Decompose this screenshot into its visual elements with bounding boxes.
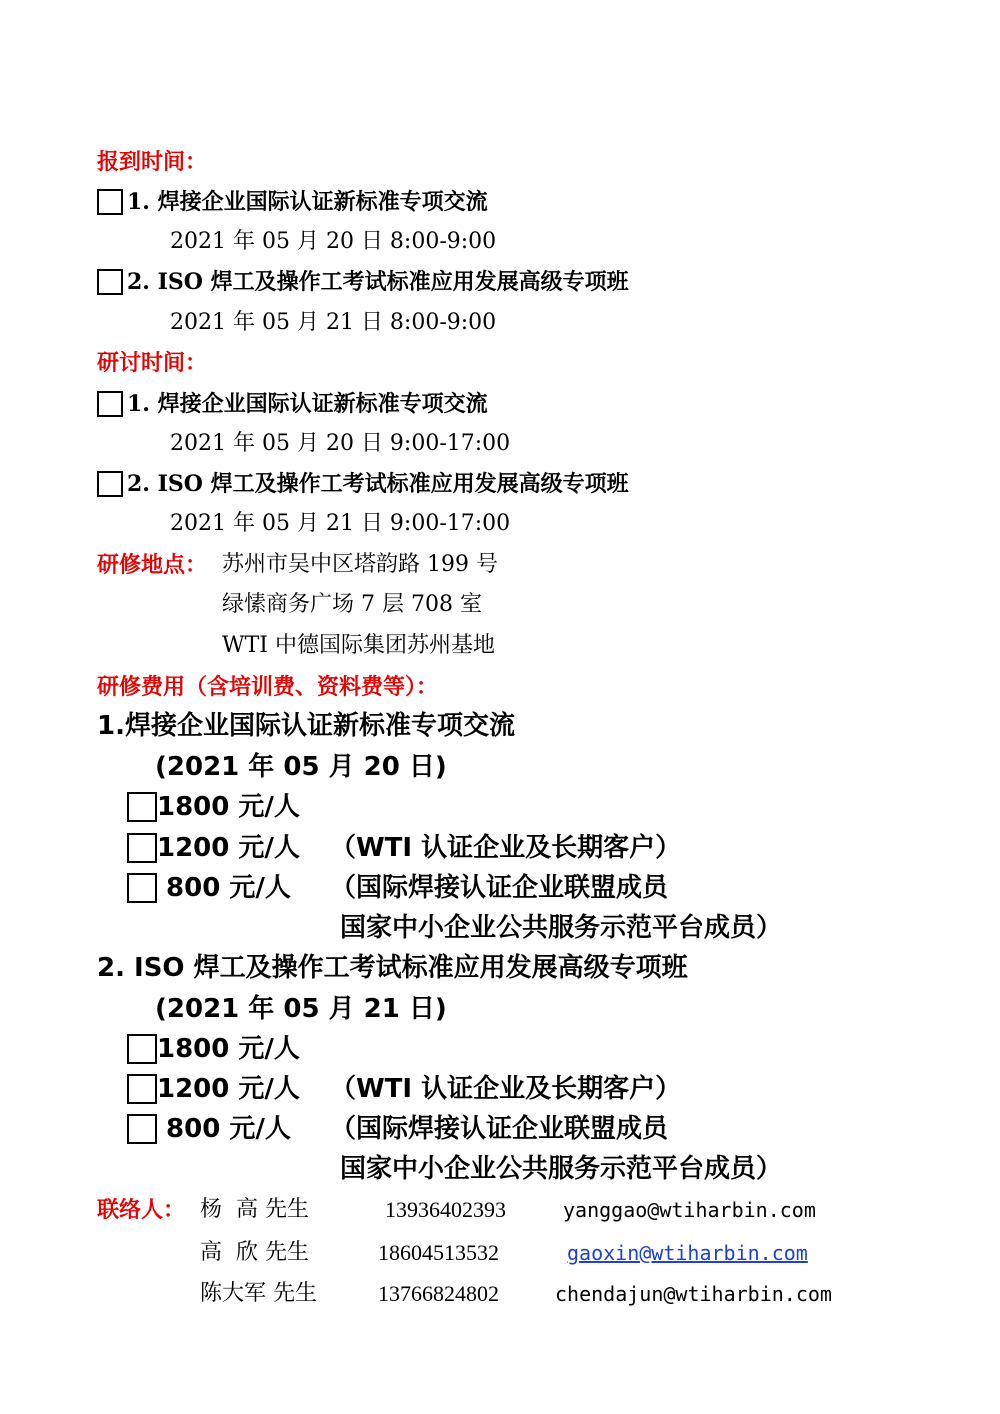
registration-item-label: 2. ISO 焊工及操作工考试标准应用发展高级专项班	[127, 269, 629, 295]
seminar-item-label: 1. 焊接企业国际认证新标准专项交流	[127, 391, 488, 417]
checkbox[interactable]	[97, 189, 123, 215]
contact-name: 高 欣 先生	[200, 1240, 309, 1265]
fee-price: 800 元/人	[157, 1114, 291, 1144]
location-line: 苏州市吴中区塔韵路 199 号	[222, 552, 498, 577]
fee-note: （国际焊接认证企业联盟成员	[330, 1114, 669, 1144]
seminar-item-2[interactable]	[97, 470, 629, 498]
fee-price: 1200 元/人	[157, 1074, 300, 1104]
seminar-item-time: 2021 年 05 月 21 日 9:00-17:00	[170, 511, 511, 536]
registration-item-label: 1. 焊接企业国际认证新标准专项交流	[127, 189, 488, 215]
course-date: (2021 年 05 月 21 日)	[155, 994, 447, 1024]
location-heading: 研修地点：	[97, 552, 208, 578]
fees-heading: 研修费用（含培训费、资料费等）：	[97, 674, 439, 700]
contact-phone: 18604513532	[378, 1240, 499, 1265]
fee-option[interactable]	[127, 1113, 291, 1145]
contact-phone: 13766824802	[378, 1281, 499, 1306]
fee-price: 1200 元/人	[157, 833, 300, 863]
contacts-heading: 联络人：	[97, 1197, 186, 1223]
checkbox[interactable]	[127, 873, 157, 903]
seminar-item-1[interactable]	[97, 390, 488, 418]
fee-option[interactable]	[127, 1073, 300, 1105]
contact-email: chendajun@wtiharbin.com	[555, 1282, 832, 1306]
fee-note: （WTI 认证企业及长期客户）	[330, 833, 682, 863]
fee-price: 1800 元/人	[157, 792, 300, 822]
registration-heading: 报到时间：	[97, 149, 208, 175]
fee-note: 国家中小企业公共服务示范平台成员）	[340, 913, 783, 943]
fee-option[interactable]	[127, 832, 300, 864]
course-title: 2. ISO 焊工及操作工考试标准应用发展高级专项班	[97, 953, 688, 983]
course-title: 1.焊接企业国际认证新标准专项交流	[97, 711, 515, 741]
checkbox[interactable]	[127, 1074, 157, 1104]
fee-note: 国家中小企业公共服务示范平台成员）	[340, 1154, 783, 1184]
checkbox[interactable]	[97, 269, 123, 295]
checkbox[interactable]	[97, 391, 123, 417]
checkbox[interactable]	[127, 1034, 157, 1064]
fee-note: （国际焊接认证企业联盟成员	[330, 873, 669, 903]
fee-price: 1800 元/人	[157, 1034, 300, 1064]
contact-email-link[interactable]: gaoxin@wtiharbin.com	[567, 1241, 808, 1265]
location-line: WTI 中德国际集团苏州基地	[222, 633, 495, 658]
checkbox[interactable]	[97, 471, 123, 497]
checkbox[interactable]	[127, 833, 157, 863]
fee-price: 800 元/人	[157, 873, 291, 903]
registration-item-time: 2021 年 05 月 20 日 8:00-9:00	[170, 229, 497, 254]
registration-item-2[interactable]	[97, 268, 629, 296]
registration-item-time: 2021 年 05 月 21 日 8:00-9:00	[170, 310, 497, 335]
seminar-item-label: 2. ISO 焊工及操作工考试标准应用发展高级专项班	[127, 471, 629, 497]
fee-option[interactable]	[127, 872, 291, 904]
fee-option[interactable]	[127, 1033, 300, 1065]
registration-item-1[interactable]	[97, 188, 488, 216]
location-line: 绿愫商务广场 7 层 708 室	[222, 592, 482, 617]
fee-option[interactable]	[127, 791, 300, 823]
contact-email: yanggao@wtiharbin.com	[563, 1198, 816, 1222]
seminar-heading: 研讨时间：	[97, 350, 208, 376]
contact-name: 杨 高 先生	[200, 1197, 309, 1222]
contact-name: 陈大军 先生	[200, 1281, 317, 1306]
checkbox[interactable]	[127, 792, 157, 822]
course-date: (2021 年 05 月 20 日)	[155, 752, 447, 782]
checkbox[interactable]	[127, 1114, 157, 1144]
contact-phone: 13936402393	[385, 1197, 506, 1222]
fee-note: （WTI 认证企业及长期客户）	[330, 1074, 682, 1104]
seminar-item-time: 2021 年 05 月 20 日 9:00-17:00	[170, 431, 511, 456]
